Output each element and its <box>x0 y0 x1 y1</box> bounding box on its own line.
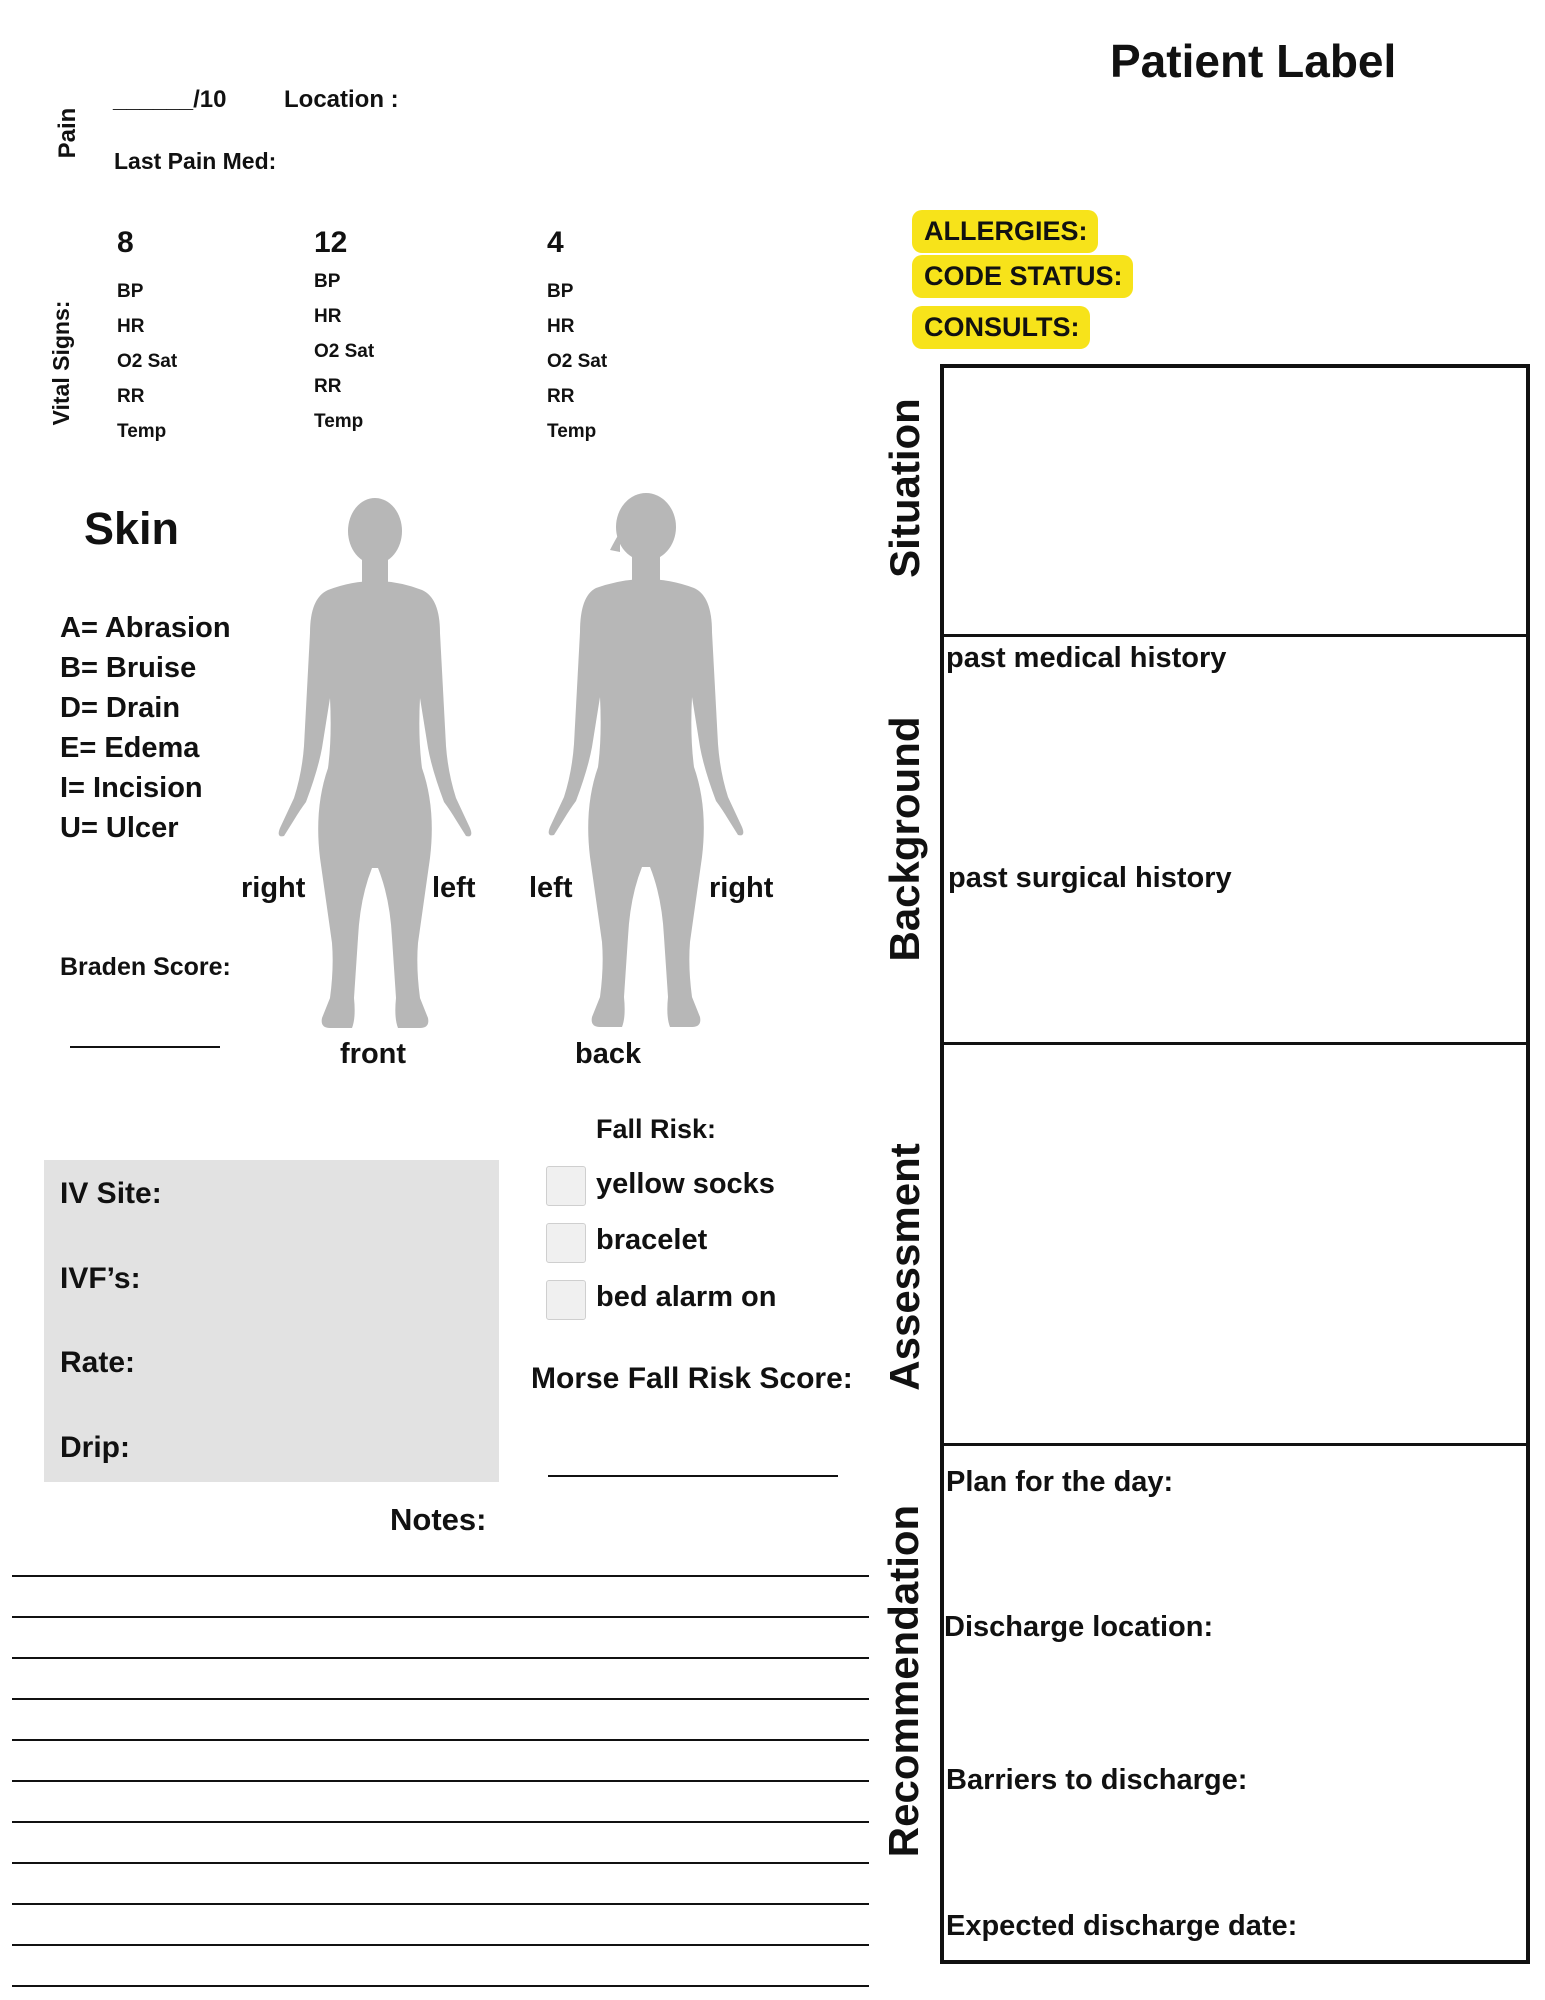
notes-line[interactable] <box>12 1780 869 1782</box>
sbar-box <box>940 364 1530 1964</box>
notes-line[interactable] <box>12 1698 869 1700</box>
braden-score-line[interactable] <box>70 1046 220 1048</box>
skin-legend <box>60 608 231 848</box>
body-back-figure <box>538 492 750 1042</box>
vitals-row: HR <box>314 306 342 327</box>
sbar-divider <box>940 1042 1530 1045</box>
notes-line[interactable] <box>12 1739 869 1741</box>
code-status-tag: CODE STATUS: <box>912 255 1133 298</box>
discharge-location: Discharge location: <box>944 1611 1214 1643</box>
vitals-row: RR <box>547 386 575 407</box>
notes-line[interactable] <box>12 1616 869 1618</box>
legend-item: B= Bruise <box>60 652 197 684</box>
vitals-row: HR <box>117 316 145 337</box>
legend-item: A= Abrasion <box>60 612 231 644</box>
yellow-socks-checkbox[interactable] <box>546 1166 586 1206</box>
vitals-row: BP <box>314 271 341 292</box>
plan-for-day: Plan for the day: <box>946 1466 1174 1498</box>
drip-label: Drip: <box>60 1431 130 1464</box>
bracelet-checkbox[interactable] <box>546 1223 586 1263</box>
front-left-label: left <box>432 872 476 904</box>
vitals-row: BP <box>117 281 144 302</box>
legend-item: D= Drain <box>60 692 181 724</box>
back-left-label: left <box>529 872 573 904</box>
vitals-row: BP <box>547 281 574 302</box>
vitals-column-12 <box>314 226 374 439</box>
morse-score-line[interactable] <box>548 1475 838 1477</box>
recommendation-label: Recommendation <box>880 1504 927 1858</box>
yellow-socks-label: yellow socks <box>596 1168 775 1200</box>
vitals-row: Temp <box>314 411 364 432</box>
notes-line[interactable] <box>12 1903 869 1905</box>
last-pain-med-label: Last Pain Med: <box>114 148 277 174</box>
background-label: Background <box>881 716 928 962</box>
notes-line[interactable] <box>12 1821 869 1823</box>
back-right-label: right <box>709 872 774 904</box>
pain-section-label: Pain <box>54 107 81 159</box>
vitals-row: O2 Sat <box>314 341 375 362</box>
pain-location-label: Location : <box>284 86 399 113</box>
braden-score-label: Braden Score: <box>60 953 231 981</box>
vitals-row: O2 Sat <box>547 351 608 372</box>
vital-signs-label: Vital Signs: <box>48 300 74 426</box>
back-label: back <box>575 1038 642 1070</box>
sbar-divider <box>940 634 1530 637</box>
assessment-label: Assessment <box>881 1143 928 1391</box>
expected-discharge-date: Expected discharge date: <box>946 1910 1298 1942</box>
notes-line[interactable] <box>12 1862 869 1864</box>
front-right-label: right <box>241 872 306 904</box>
body-front-figure <box>270 498 480 1043</box>
sbar-divider <box>940 1443 1530 1446</box>
allergies-tag: ALLERGIES: <box>912 210 1098 253</box>
vitals-row: Temp <box>117 421 167 442</box>
past-surgical-history: past surgical history <box>948 862 1232 894</box>
bed-alarm-checkbox[interactable] <box>546 1280 586 1320</box>
barriers-to-discharge: Barriers to discharge: <box>946 1764 1248 1796</box>
consults-tag: CONSULTS: <box>912 306 1090 349</box>
patient-label-title: Patient Label <box>1110 35 1397 87</box>
vitals-row: RR <box>117 386 145 407</box>
bed-alarm-label: bed alarm on <box>596 1281 777 1313</box>
fall-risk-title: Fall Risk: <box>596 1114 717 1144</box>
notes-line[interactable] <box>12 1657 869 1659</box>
vitals-row: HR <box>547 316 575 337</box>
legend-item: E= Edema <box>60 732 200 764</box>
notes-label: Notes: <box>390 1502 487 1537</box>
legend-item: U= Ulcer <box>60 812 179 844</box>
front-label: front <box>340 1038 407 1070</box>
situation-label: Situation <box>881 398 928 578</box>
vitals-time: 4 <box>547 226 564 259</box>
pain-score-field: ______/10 <box>113 86 227 113</box>
vitals-row: O2 Sat <box>117 351 178 372</box>
notes-line[interactable] <box>12 1985 869 1987</box>
vitals-time: 8 <box>117 226 134 259</box>
past-medical-history: past medical history <box>946 642 1227 674</box>
notes-line[interactable] <box>12 1944 869 1946</box>
vitals-row: RR <box>314 376 342 397</box>
vitals-column-4 <box>547 226 607 449</box>
notes-line[interactable] <box>12 1575 869 1577</box>
iv-site-label: IV Site: <box>60 1177 162 1210</box>
vitals-row: Temp <box>547 421 597 442</box>
bracelet-label: bracelet <box>596 1224 708 1256</box>
vitals-time: 12 <box>314 226 348 259</box>
rate-label: Rate: <box>60 1346 136 1379</box>
morse-fall-risk-label: Morse Fall Risk Score: <box>531 1362 853 1395</box>
vitals-column-8 <box>117 226 177 449</box>
skin-title: Skin <box>84 503 180 554</box>
ivfs-label: IVF’s: <box>60 1262 141 1295</box>
legend-item: I= Incision <box>60 772 203 804</box>
